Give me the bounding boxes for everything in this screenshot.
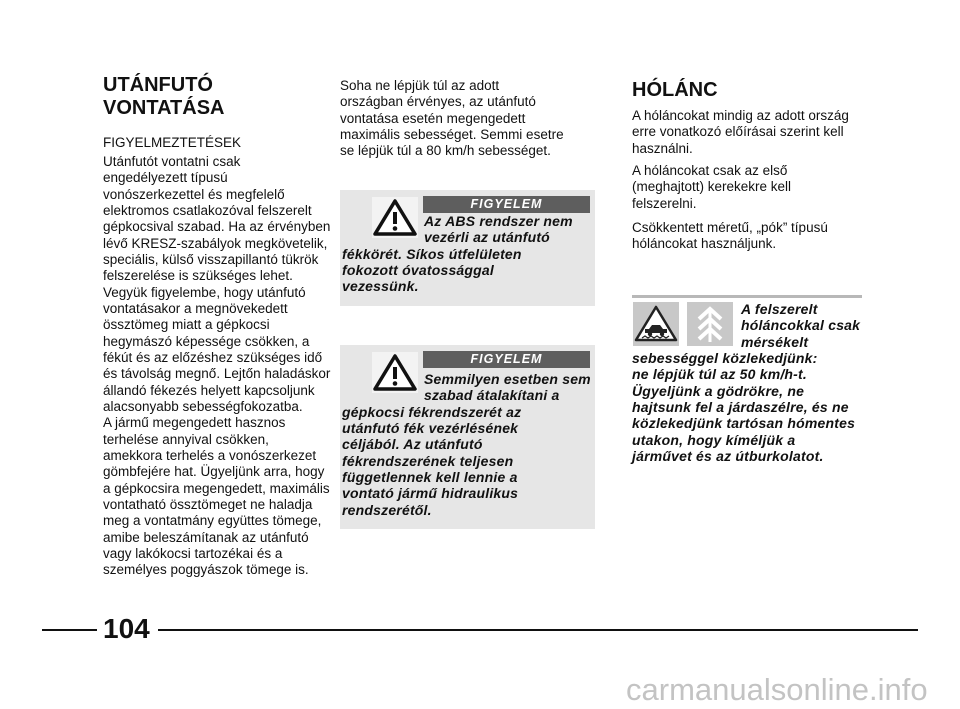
speed-limit-paragraph <box>340 78 564 160</box>
body-line: használni. <box>632 140 693 156</box>
warning-line: rendszerétől. <box>342 501 432 518</box>
body-line: Soha ne lépjük túl az adott <box>340 78 500 93</box>
body-line: vontatásakor a megnövekedett <box>103 300 288 316</box>
note-line: hóláncokkal csak <box>741 317 861 334</box>
warnings-subheading: FIGYELMEZTETÉSEK <box>103 135 242 150</box>
body-line: gépkocsival szabad. Ha az érvényben <box>103 219 331 235</box>
body-line: személyes poggyászok tömege is. <box>103 562 309 578</box>
note-line: közlekedjünk tartósan hómentes <box>632 415 856 432</box>
warning-box-abs <box>340 190 595 306</box>
note-line: járművet és az útburkolatot. <box>632 447 824 464</box>
body-line: felszerelése is szükséges lehet. <box>103 268 293 284</box>
note-line: mérsékelt <box>741 333 809 350</box>
warning-line: gépkocsi fékrendszerét az <box>342 403 522 420</box>
body-line: (meghajtott) kerekekre kell <box>632 179 792 195</box>
body-line: amekkora terhelés a vonószerkezet <box>103 447 317 463</box>
body-line: A jármű megengedett hasznos <box>103 415 286 431</box>
section-title-towing <box>103 74 224 120</box>
body-line: engedélyezett típusú <box>103 170 228 186</box>
warning-line: fékrendszerének teljesen <box>342 452 514 469</box>
body-line: se lépjük túl a 80 km/h sebességet. <box>340 143 551 159</box>
section-title-line: VONTATÁSA <box>103 97 225 119</box>
body-line: maximális sebességet. Semmi esetre <box>340 126 564 142</box>
body-line: össztömeg miatt a gépkocsi <box>103 317 270 333</box>
body-line: hóláncokat használjunk. <box>632 236 777 252</box>
body-line: Utánfutót vontatni csak <box>103 154 241 169</box>
body-line: állandó fékezés helyett kapcsoljunk <box>103 382 315 398</box>
warning-line: vezessünk. <box>342 278 419 295</box>
warning-line: céljából. Az utánfutó <box>342 436 483 453</box>
warning-line: fokozott óvatossággal <box>342 261 494 278</box>
body-line: terhelése annyival csökken, <box>103 431 269 447</box>
warning-line: fékkörét. Síkos útfelületen <box>342 245 522 262</box>
warning-label: FIGYELEM <box>423 196 590 213</box>
body-line: elektromos csatlakozóval felszerelt <box>103 202 312 218</box>
body-line: vontatható össztömeget ne haladja <box>103 496 313 512</box>
body-line: alacsonyabb sebességfokozatba. <box>103 398 303 414</box>
footer-rule-left <box>42 629 97 631</box>
towing-body-text <box>103 154 330 579</box>
warning-label: FIGYELEM <box>423 351 590 368</box>
body-line: felszerelni. <box>632 195 697 211</box>
section-title-line: UTÁNFUTÓ <box>103 74 213 96</box>
warning-line: Az ABS rendszer nem <box>424 213 573 229</box>
body-line: vontatása esetén megengedett <box>340 110 526 126</box>
body-line: Vegyük figyelembe, hogy utánfutó <box>103 284 306 300</box>
body-line: amibe beleszámítanak az utánfutó <box>103 529 309 545</box>
body-line: a gépkocsira megengedett, maximális <box>103 480 330 496</box>
note-line: hajtsunk fel a járdaszélre, és ne <box>632 398 849 415</box>
body-line: gömbfejére hat. Ügyeljünk arra, hogy <box>103 464 325 480</box>
body-line: vonószerkezettel és megfelelő <box>103 186 285 202</box>
body-line: A hóláncokat mindig az adott ország <box>632 108 849 123</box>
body-line: országban érvényes, az utánfutó <box>340 94 536 110</box>
note-line: ne lépjük túl az 50 km/h-t. <box>632 366 807 383</box>
warning-text <box>342 213 573 295</box>
note-divider <box>632 295 862 298</box>
body-line: vagy lakókocsi tartozékai és a <box>103 545 283 561</box>
note-line: sebességgel közlekedjünk: <box>632 349 818 366</box>
note-line: A felszerelt <box>741 301 818 317</box>
section-title-snow-chains: HÓLÁNC <box>632 79 718 101</box>
body-line: meg a vontatmány együttes tömege, <box>103 513 322 529</box>
body-line: hegymászó képessége csökken, a <box>103 333 310 349</box>
warning-line: Semmilyen esetben sem <box>424 371 591 387</box>
snow-chains-note-text <box>632 301 860 464</box>
warning-text <box>342 371 591 518</box>
warning-line: utánfutó fék vezérlésének <box>342 419 519 436</box>
watermark: carmanualsonline.info <box>626 672 928 707</box>
snow-chains-paragraph <box>632 108 849 157</box>
warning-line: szabad átalakítani a <box>424 387 560 404</box>
body-line: fékút és az előzéshez szükséges idő <box>103 349 323 365</box>
page-number: 104 <box>103 613 150 644</box>
body-line: speciális, külső visszapillantó tükrök <box>103 251 319 267</box>
body-line: lévő KRESZ-szabályok megkövetelik, <box>103 235 328 251</box>
body-line: erre vonatkozó előírásai szerint kell <box>632 124 844 140</box>
body-line: A hóláncokat csak az első <box>632 163 788 178</box>
body-line: Csökkentett méretű, „pók” típusú <box>632 220 828 235</box>
snow-chains-paragraph <box>632 163 791 212</box>
snow-chains-paragraph <box>632 220 828 253</box>
warning-line: vezérli az utánfutó <box>424 229 550 246</box>
warning-box-brake-system <box>340 345 595 529</box>
warning-line: függetlennek kell lennie a <box>342 468 518 485</box>
warning-line: vontató jármű hidraulikus <box>342 485 519 502</box>
note-line: Ügyeljünk a gödrökre, ne <box>632 382 805 399</box>
footer-rule-right <box>158 629 918 631</box>
body-line: és távolság megnő. Lejtőn haladáskor <box>103 366 331 382</box>
note-line: utakon, hogy kíméljük a <box>632 431 796 448</box>
